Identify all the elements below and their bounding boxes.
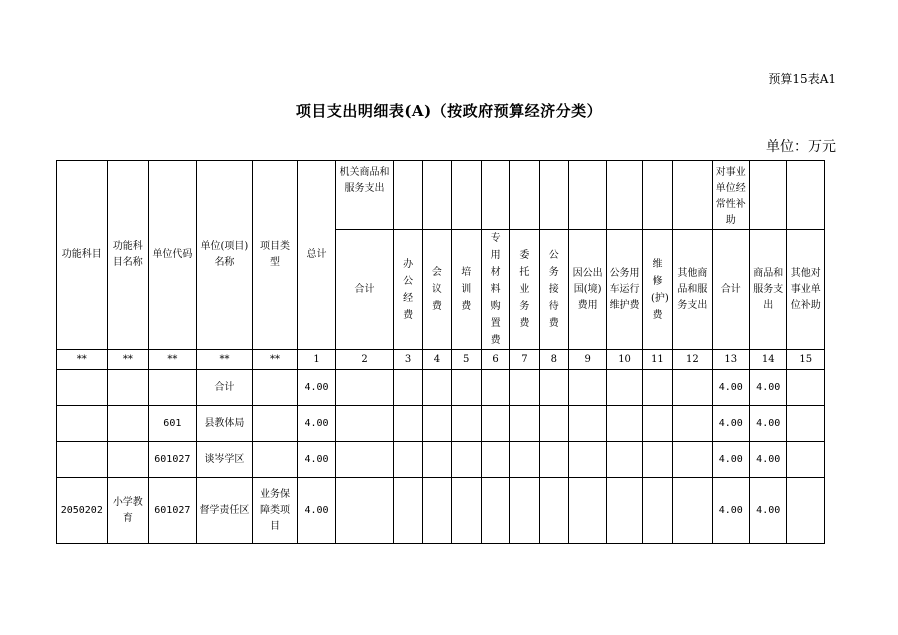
- index-cell: 11: [642, 350, 672, 370]
- header-office: 办公经费: [403, 258, 414, 321]
- header-repair: 维修(护)费: [650, 258, 669, 321]
- index-cell: 2: [336, 350, 394, 370]
- g2-goods-cell: 4.00: [750, 406, 787, 442]
- index-cell: 4: [423, 350, 451, 370]
- index-cell: 9: [568, 350, 606, 370]
- index-cell: **: [196, 350, 253, 370]
- form-id: 预算15表A1: [768, 72, 836, 86]
- header-training: 培训费: [461, 267, 472, 312]
- g2-total-cell: 4.00: [712, 406, 749, 442]
- index-cell: 8: [539, 350, 568, 370]
- index-cell: 12: [673, 350, 712, 370]
- g2-total-cell: 4.00: [712, 370, 749, 406]
- header-unit-code: 单位代码: [149, 161, 197, 350]
- header-reception: 公务接待费: [548, 250, 559, 329]
- func-subject-cell: [57, 442, 108, 478]
- unit-label: 单位：万元: [766, 139, 836, 155]
- header-entrusted: 委托业务费: [519, 250, 530, 329]
- header-meeting: 会议费: [431, 267, 442, 312]
- header-g1-total: 合计: [336, 230, 394, 350]
- header-func-subject: 功能科目: [57, 161, 108, 350]
- project-type-cell: [253, 406, 298, 442]
- header-total: 总计: [297, 161, 335, 350]
- total-cell: 4.00: [297, 442, 335, 478]
- index-cell: 13: [712, 350, 749, 370]
- table-row: [57, 442, 825, 478]
- func-subject-name-cell: [107, 406, 148, 442]
- header-abroad: 因公出国(境)费用: [568, 230, 606, 350]
- index-cell: 14: [750, 350, 787, 370]
- index-cell: 10: [607, 350, 642, 370]
- unit-code-cell: 601027: [149, 442, 197, 478]
- unit-code-cell: [149, 370, 197, 406]
- header-g2-total: 合计: [712, 230, 749, 350]
- unit-name-cell: 谈岑学区: [196, 442, 253, 478]
- index-row: [57, 350, 825, 370]
- func-subject-cell: [57, 406, 108, 442]
- header-materials: 专用材料购置费: [490, 233, 501, 346]
- total-cell: 4.00: [297, 478, 335, 544]
- g2-total-cell: 4.00: [712, 442, 749, 478]
- func-subject-cell: [57, 370, 108, 406]
- page-title: 项目支出明细表(A)（按政府预算经济分类）: [295, 102, 603, 120]
- g2-goods-cell: 4.00: [750, 370, 787, 406]
- index-cell: 15: [787, 350, 825, 370]
- table-row: [57, 478, 825, 544]
- unit-name-cell: 县教体局: [196, 406, 253, 442]
- budget-table: [56, 160, 825, 544]
- index-cell: 1: [297, 350, 335, 370]
- g2-goods-cell: 4.00: [750, 442, 787, 478]
- index-cell: **: [253, 350, 298, 370]
- project-type-cell: [253, 442, 298, 478]
- func-subject-name-cell: [107, 370, 148, 406]
- index-cell: **: [107, 350, 148, 370]
- header-other-goods: 其他商品和服务支出: [673, 230, 712, 350]
- total-cell: 4.00: [297, 370, 335, 406]
- unit-code-cell: 601027: [149, 478, 197, 544]
- project-type-cell: [253, 370, 298, 406]
- index-cell: 7: [510, 350, 539, 370]
- func-subject-cell: 2050202: [57, 478, 108, 544]
- unit-name-cell: 督学责任区: [196, 478, 253, 544]
- index-cell: 6: [481, 350, 509, 370]
- header-group1: 机关商品和服务支出: [336, 161, 394, 230]
- g2-total-cell: 4.00: [712, 478, 749, 544]
- unit-name-cell: 合计: [196, 370, 253, 406]
- total-cell: 4.00: [297, 406, 335, 442]
- index-cell: 3: [393, 350, 422, 370]
- g2-goods-cell: 4.00: [750, 478, 787, 544]
- index-cell: **: [57, 350, 108, 370]
- header-unit-name: 单位(项目)名称: [196, 161, 253, 350]
- unit-code-cell: 601: [149, 406, 197, 442]
- header-func-subject-name: 功能科目名称: [107, 161, 148, 350]
- header-vehicle: 公务用车运行维护费: [607, 230, 642, 350]
- func-subject-name-cell: 小学教育: [107, 478, 148, 544]
- header-project-type: 项目类型: [253, 161, 298, 350]
- header-group2: 对事业单位经常性补助: [712, 161, 749, 230]
- table-row: [57, 370, 825, 406]
- header-g2-goods: 商品和服务支出: [750, 230, 787, 350]
- project-type-cell: 业务保障类项目: [253, 478, 298, 544]
- index-cell: **: [149, 350, 197, 370]
- index-cell: 5: [451, 350, 481, 370]
- func-subject-name-cell: [107, 442, 148, 478]
- table-row: [57, 406, 825, 442]
- header-g2-other: 其他对事业单位补助: [787, 230, 825, 350]
